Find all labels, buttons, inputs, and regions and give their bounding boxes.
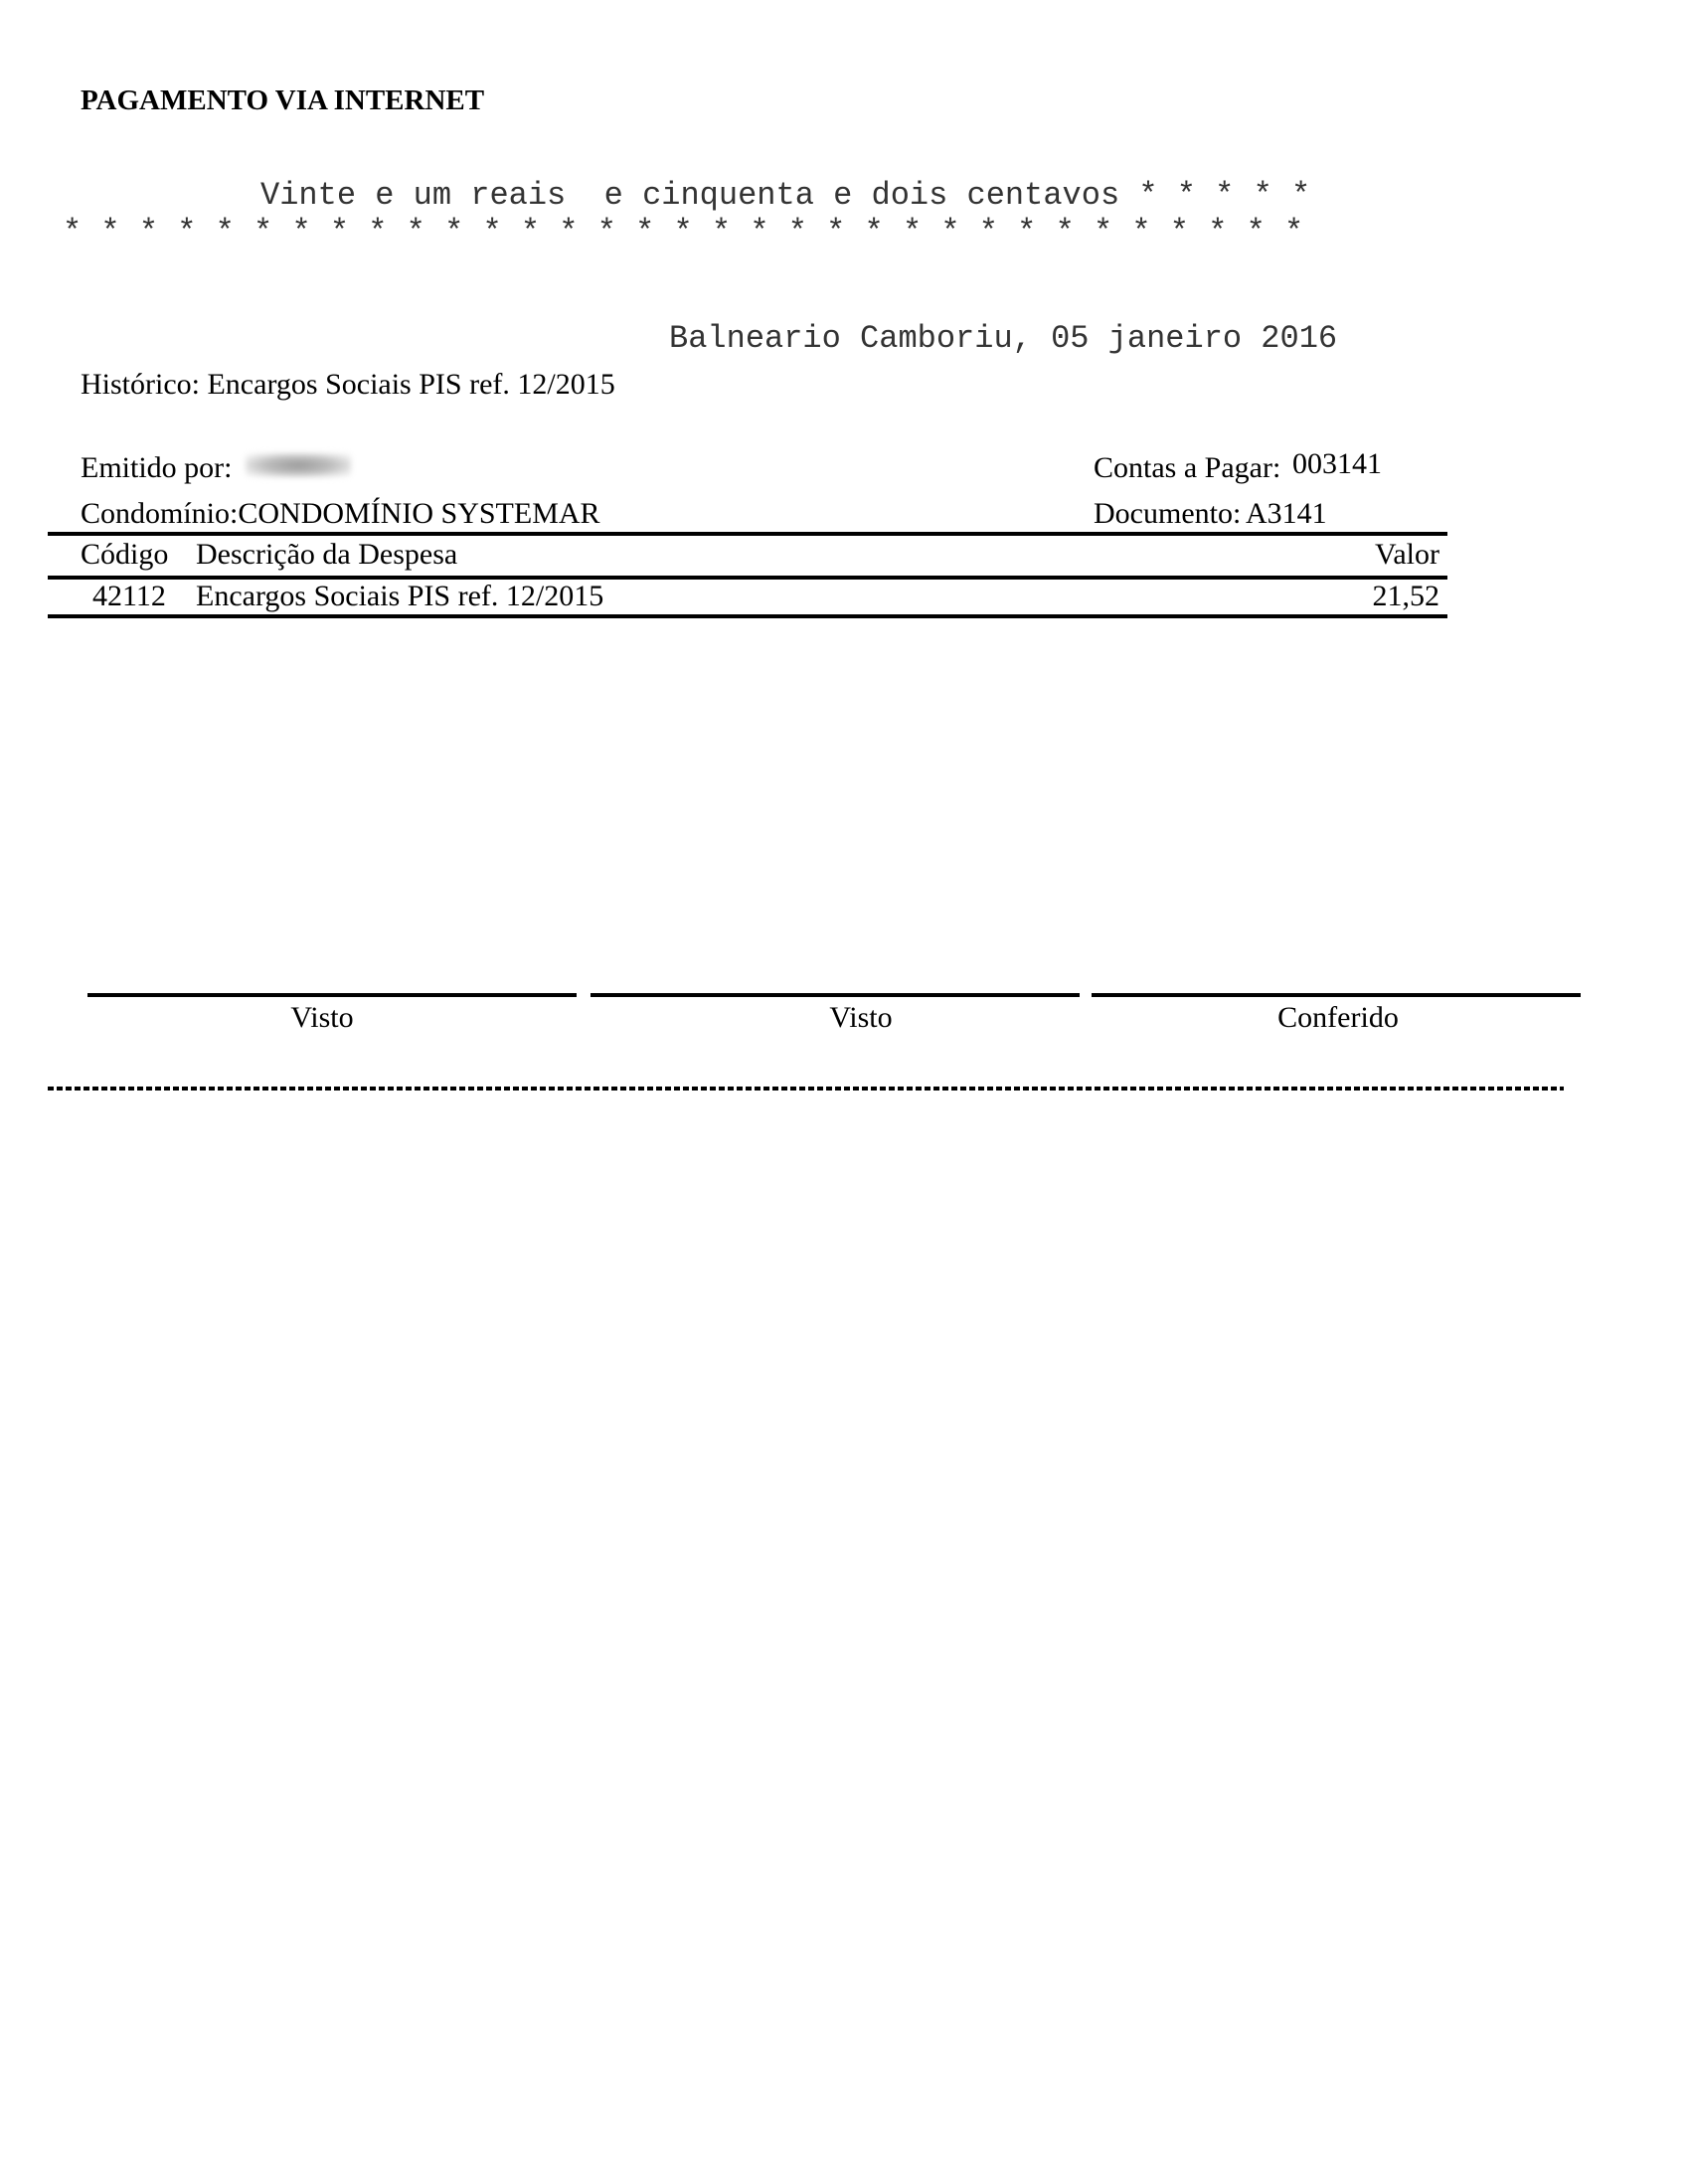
header-valor: Valor: [1375, 538, 1439, 571]
document-title: PAGAMENTO VIA INTERNET: [81, 84, 485, 116]
place-and-date: Balneario Camboriu, 05 janeiro 2016: [669, 320, 1338, 357]
contas-a-pagar-value: 003141: [1292, 447, 1382, 480]
row-valor: 21,52: [1372, 580, 1439, 612]
historico-text: Histórico: Encargos Sociais PIS ref. 12/2015: [81, 368, 615, 401]
stars-filler-line: * * * * * * * * * * * * * * * * * * * * * * * * * * * * * * * * *: [63, 214, 1304, 251]
signature-line-2: [591, 993, 1080, 997]
signature-label-visto-2: Visto: [829, 1001, 893, 1034]
cut-dashed-line: [48, 1087, 1564, 1091]
redacted-issuer-name: [246, 453, 351, 477]
row-descricao: Encargos Sociais PIS ref. 12/2015: [196, 580, 604, 612]
signature-label-visto-1: Visto: [290, 1001, 354, 1034]
contas-a-pagar-label: Contas a Pagar:: [1094, 451, 1281, 484]
emitido-por-label: Emitido por:: [81, 451, 233, 484]
header-descricao: Descrição da Despesa: [196, 538, 458, 571]
documento-label: Documento:: [1094, 497, 1242, 530]
signature-line-1: [87, 993, 577, 997]
amount-in-words: Vinte e um reais e cinquenta e dois centavos * * * * *: [260, 177, 1311, 214]
documento-value: A3141: [1246, 497, 1327, 530]
condominio-text: Condomínio:CONDOMÍNIO SYSTEMAR: [81, 497, 600, 530]
table-bottom-rule: [48, 614, 1447, 618]
signature-line-3: [1092, 993, 1581, 997]
row-codigo: 42112: [92, 580, 166, 612]
table-top-rule: [48, 532, 1447, 536]
header-codigo: Código: [81, 538, 169, 571]
signature-label-conferido: Conferido: [1277, 1001, 1399, 1034]
